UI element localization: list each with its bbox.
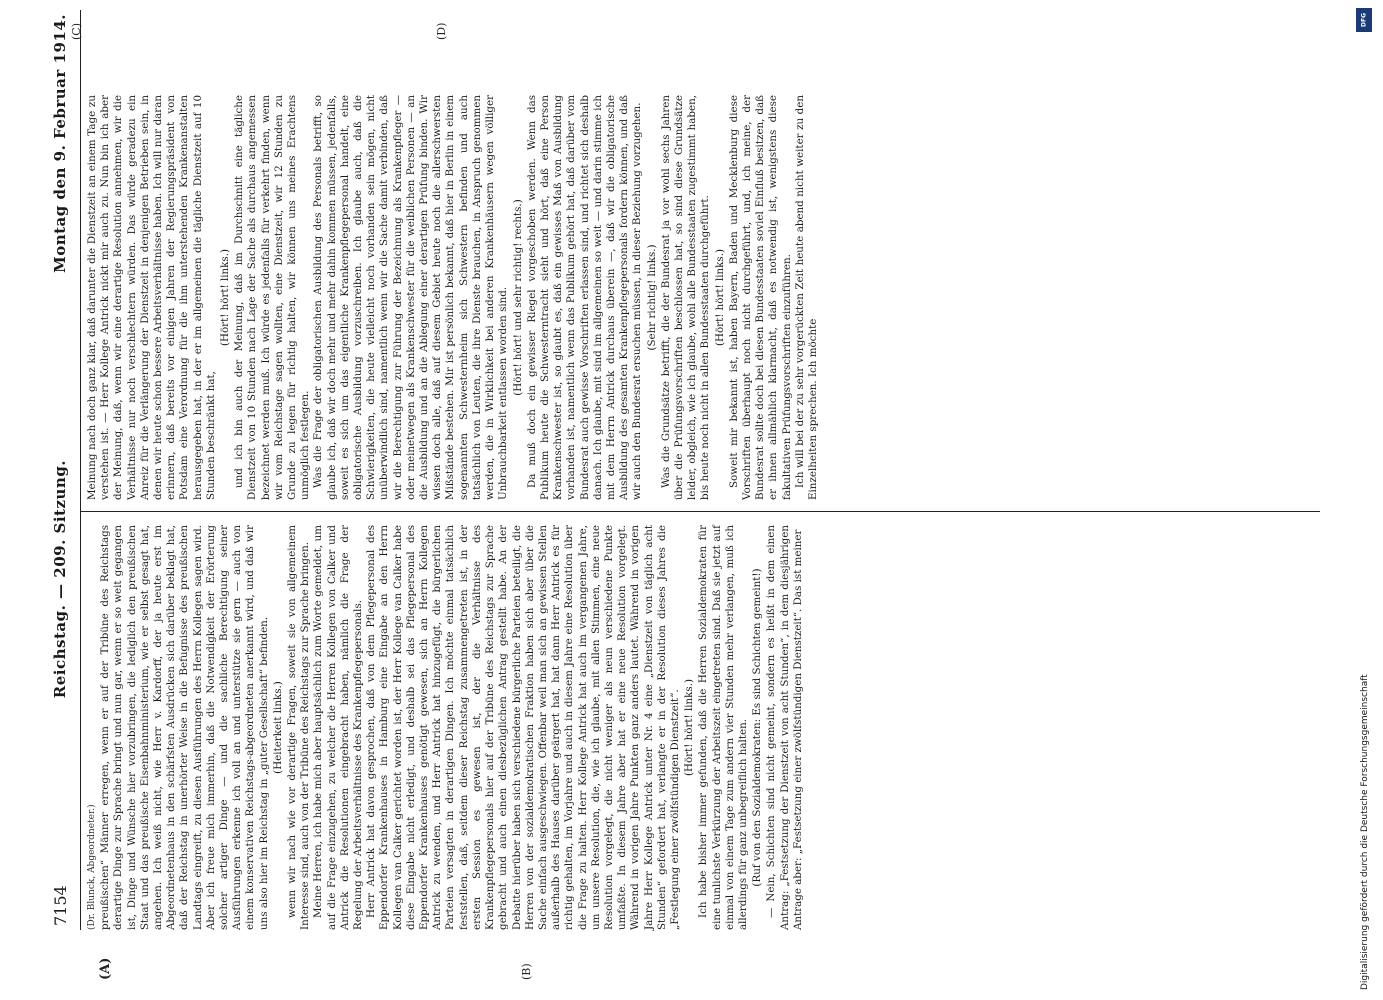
interjection: (Hört! hört! links.) (713, 249, 726, 347)
right-column (86, 95, 820, 500)
paragraph: Ich habe bisher immer gefunden, daß die Herren Sozialdemokraten für eine tunlichste Verkürzung der Arbeitszeit eingetreten sind. Daß sie jetzt auf einmal von einem Tage zum andern vier Stunden mehr verlangen, muß ich allerdings für ganz unbegreiflich halten. (697, 525, 749, 930)
margin-marker-d: (D) (435, 22, 448, 40)
session-date: Montag den 9. Februar 1914. (51, 14, 69, 273)
paragraph: Da muß doch ein gewisser Riegel vorgeschoben werden. Wenn das Publikum heute die Schwesterntracht sieht und hört, daß eine Person Krankenschwester ist, so glaubt es, daß ein gewisses Maß von Ausbildung vorhanden ist, namentlich wenn das Publikum gehört hat, daß darüber vom Bundesrat auch gewisse Vorschriften erlassen sind, und richtet sich deshalb danach. Ich glaube, mit sind im allgemeinen so weit — und darin stimme ich mit dem Herrn Antrick durchaus überein —, daß wir die obligatorische Ausbildung des gesamten Krankenpflegepersonals fordern können, und daß wir auch den Bundesrat ersuchen müssen, in dieser Beziehung vorzugehen. (525, 95, 644, 500)
paragraph: Was die Grundsätze betrifft, die der Bundesrat ja vor wohl sechs Jahren über die Prüfungsvorschriften beschlossen hat, so sind diese Grundsätze leider, obgleich, wie ich glaube, wohl alle Bundesstaaten zugestimmt haben, bis heute noch nicht in allen Bundesstaaten durchgeführt. (659, 95, 712, 500)
speaker-line: (Dr. Blunck, Abgeordneter.) (87, 804, 97, 930)
paragraph: Soweit mir bekannt ist, haben Bayern, Baden und Mecklenburg diese Vorschriften überhaupt noch nicht durchgeführt, und, ich meine, der Bundesrat sollte doch bei diesen Bundesstaaten soviel Einfluß besitzen, daß er ihnen allmählich klarmacht, daß es notwendig ist, wenigstens diese fakultativen Prüfungsvorschriften einzuführen. (727, 95, 793, 500)
paragraph: wenn wir nach wie vor derartige Fragen, soweit sie von allgemeinem Interesse sind, auch von der Tribüne des Reichstags zur Sprache bringen. (286, 525, 312, 930)
interjection: (Heiterkeit links.) (271, 681, 284, 774)
paragraph: und ich bin auch der Meinung, daß im Durchschnitt eine tägliche Dienstzeit von 10 Stunden nach Lage der Sache als durchaus angemessen bezeichnet werden muß. Ich würde es jedenfalls für verkehrt finden, wenn wir vom Reichstage sagen wollten, eine Dienstzeit, wir 12 Stunden zu Grunde zu legen für richtig halten, wir können uns meines Erachtens unmöglich festlegen. (233, 95, 312, 500)
interjection: (Sehr richtig! links.) (645, 244, 658, 351)
session-title: Reichstag. — 209. Sitzung. (51, 459, 69, 699)
paragraph: Meinung nach doch ganz klar, daß darunter die Dienstzeit an einem Tage zu verstehen ist. — Herr Kollege Antrick nickt mir auch zu. Nun bin ich aber der Meinung, daß, wenn wir eine derartige Resolution annehmen, wir die Verhältnisse nur noch verschlechtern würden. Das würde geradezu ein Anreiz für die Verlängerung der Dienstzeit in denjenigen Betrieben sein, in denen wir heute schon bessere Arbeitsverhältnisse haben. Ich will nur daran erinnern, daß bereits vor einigen Jahren der Regierungspräsident von Potsdam eine Verordnung für die ihm unterstehenden Krankenanstalten herausgegeben hat, in der er im allgemeinen die tägliche Dienstzeit auf 10 Stunden beschränkt hat, (86, 95, 217, 500)
paragraph: preußischen“ Männer erregen, wenn er auf der Tribüne des Reichstags derartige Dinge zur Sprache bringt und nun gar, wenn er so weit gegangen ist, Dinge und Wünsche hier vorzubringen, die lediglich den preußischen Staat und das preußische Eisenbahnministerium, wie er selbst gesagt hat, angehen. Ich weiß nicht, wie Herr v. Kardorff, der ja heute erst im Abgeordnetenhaus in den schärfsten Ausdrücken sich darüber beklagt hat, daß der Reichstag in unerhörter Weise in die Befugnisse des preußischen Landtags eingreift, zu diesen Ausführungen des Herrn Kollegen sagen wird. Aber ich freue mich immerhin, daß die Notwendigkeit der Erörterung solcher artiger Dinge — und die sachliche Berechtigung seiner Ausführungen erkenne ich voll an und unterstütze sie gern — auch von einem konservativen Reichstags-abgeordneten anerkannt wird, und daß wir uns also hier im Reichstag in „guter Gesellschaft“ befinden. (99, 525, 270, 930)
page-header (40, 10, 81, 930)
margin-marker-b: (B) (520, 963, 533, 980)
paragraph: — Nein, Schichten sind nicht gemeint, sondern es heißt in dem einen Antrag: „Festsetzung der Dienstzeit von acht Stunden“, in dem diesjährigen Antrage aber: „Festsetzung einer zwölfstündigen Dienstzeit“. Das ist meiner (765, 525, 804, 930)
digitization-note: Digitalisierung gefördert durch die Deutsche Forschungsgemeinschaft (1360, 674, 1370, 990)
interjection: (Hört! hört! links.) (683, 679, 696, 777)
interjection: (Ruf von den Sozialdemokraten: Es sind Schichten gemeint!) (751, 568, 764, 887)
interjection: (Hört! hört! links.) (219, 249, 232, 347)
page-number: 7154 (50, 885, 70, 926)
column-divider (80, 511, 1320, 512)
left-column (86, 525, 805, 930)
margin-marker-c: (C) (70, 23, 83, 40)
paragraph: Was die Frage der obligatorischen Ausbildung des Personals betrifft, so glaube ich, daß wir doch mehr und mehr dahin kommen müssen, jedenfalls, soweit es sich um das eigentliche Krankenpflegepersonal handelt, eine obligatorische Ausbildung vorzuschreiben. Ich glaube auch, daß die Schwierigkeiten, die heute vielleicht noch vorhanden sein mögen, nicht unüberwindlich sind, namentlich wenn wir die Sache damit verbinden, daß wir die Berechtigung zur Führung der Bezeichnung als Krankenpfleger — oder meinetwegen als Krankenschwester für die weiblichen Personen — an die Ausbildung und an die Ablegung einer derartigen Prüfung binden. Wir wissen doch alle, daß auf diesem Gebiet heute noch die allerschwersten Mißstände bestehen. Mir ist persönlich bekannt, daß hier in Berlin in einem sogenannten Schwesternheim sich Schwestern befinden und auch tatsächlich von Leuten, die ihre Dienste brauchen, in Anspruch genommen werden, die in Wirklichkeit bei anderen Krankenhäusern wegen völliger Unbrauchbarkeit entlassen worden sind. (312, 95, 510, 500)
dfg-logo-icon: DFG (1356, 8, 1372, 32)
margin-marker-a: (A) (98, 957, 113, 980)
paragraph: Herr Antrick hat davon gesprochen, daß von dem Pflegepersonal des Eppendorfer Krankenhauses in Hamburg eine Eingabe an den Herrn Kollegen van Calker gerichtet worden ist, der Herr Kollege van Calker habe diese Eingabe nicht erledigt, und deshalb sei das Pflegepersonal des Eppendorfer Krankenhauses genötigt gewesen, sich an Herrn Kollegen Antrick zu wenden, und Herr Antrick hat hinzugefügt, die bürgerlichen Parteien versagten in derartigen Dingen. Ich möchte einmal tatsächlich feststellen, daß, seitdem dieser Reichstag zusammengetreten ist, in der ersten Session es gewesen ist, der die Verhältnisse des Krankenpflegepersonals hier auf der Tribüne des Reichstags zur Sprache gebracht und auch einen diesbezüglichen Antrag gestellt habe. An der Debatte hierüber haben sich verschiedene bürgerliche Parteien beteiligt, die Herren von der sozialdemokratischen Fraktion haben sich aber über die Sache einfach ausgeschwiegen. Offenbar weil man sich an gewissen Stellen außerhalb des Hauses darüber geärgert hat, hat dann Herr Antrick es für richtig gehalten, im Vorjahre und auch in diesem Jahre eine Resolution über die Frage zu halten. Herr Kollege Antrick hat auch im vergangenen Jahre, um unsere Resolution, die, wie ich glaube, mit allen Stimmen, eine neue Resolution vorgelegt, die nicht weniger als neun verschiedene Punkte umfaßte. In diesem Jahre aber hat er eine neue Resolution vorgelegt. Während in vorigen Jahre Punkten ganz anders lautet. Während in vorigen Jahre Herr Kollege Antrick unter Nr. 4 eine „Dienstzeit von täglich acht Stunden“ gefordert hat, verlangte er in der Resolution dieses Jahres die „Festlegung einer zwölfstündigen Dienstzeit“. (365, 525, 681, 930)
paragraph: Ich will bei der zu sehr vorgerückten Zeit heute abend nicht weiter zu den Einzelheiten sprechen. Ich möchte (793, 95, 819, 500)
paragraph: Meine Herren, ich habe mich aber hauptsächlich zum Worte gemeldet, um auf die Frage einzugehen, zu welcher die Herren Kollegen von Calker und Antrick die Resolutionen eingebracht haben, nämlich die Frage der Regelung der Arbeitsverhältnisse des Krankenpflegepersonals. (312, 525, 365, 930)
rotated-page (40, 0, 1350, 1000)
interjection: (Hört! hört! und sehr richtig! rechts.) (511, 199, 524, 396)
